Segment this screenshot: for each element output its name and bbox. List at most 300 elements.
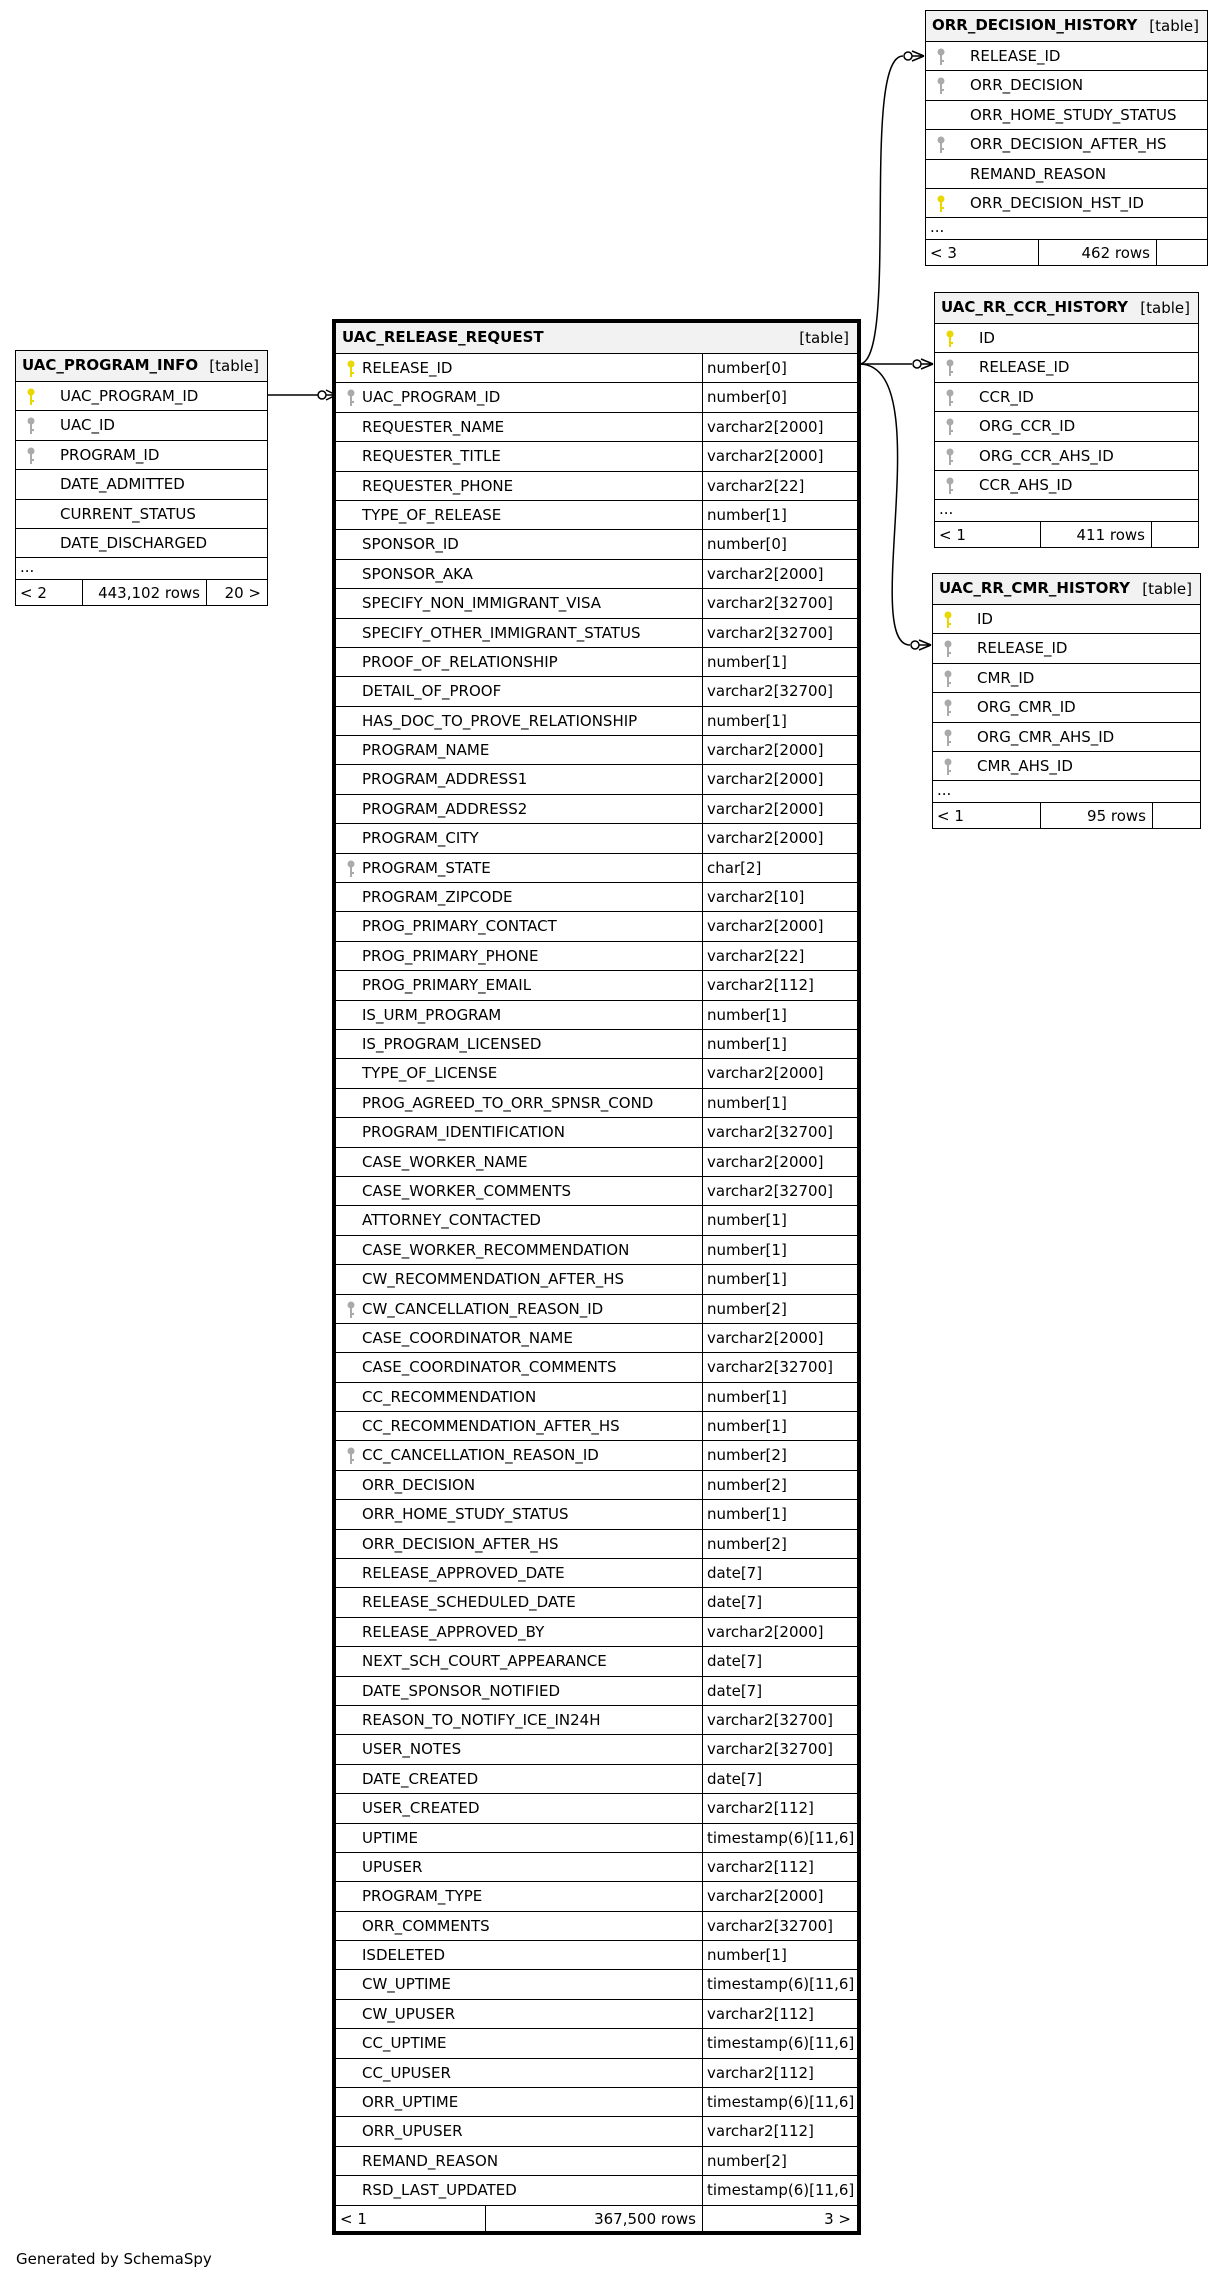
column-row[interactable] <box>336 1793 857 1822</box>
column-name: CMR_ID <box>977 668 1035 687</box>
column-row[interactable] <box>336 647 857 676</box>
column-type-cell <box>702 736 857 764</box>
table-name: UAC_RELEASE_REQUEST <box>342 328 544 346</box>
column-type: number[1] <box>707 1005 787 1024</box>
column-name: CMR_AHS_ID <box>977 756 1073 775</box>
table-tag: [table] <box>1149 17 1199 35</box>
column-name: TYPE_OF_RELEASE <box>362 505 502 524</box>
column-name: ORR_HOME_STUDY_STATUS <box>970 105 1177 124</box>
column-name: PROGRAM_CITY <box>362 829 479 848</box>
column-row[interactable] <box>336 1058 857 1087</box>
ellipsis-text: ... <box>930 218 945 237</box>
column-row[interactable] <box>935 382 1198 411</box>
table-uac-rr-ccr-history[interactable] <box>934 292 1199 548</box>
column-type: timestamp(6)[11,6] <box>707 1828 855 1847</box>
column-name: HAS_DOC_TO_PROVE_RELATIONSHIP <box>362 711 638 730</box>
column-name: DATE_SPONSOR_NOTIFIED <box>362 1681 561 1700</box>
column-row[interactable] <box>336 588 857 617</box>
column-type-cell <box>702 2147 857 2175</box>
column-type-cell <box>702 530 857 558</box>
column-type-cell <box>702 677 857 705</box>
table-tag: [table] <box>1142 580 1192 598</box>
column-row[interactable] <box>336 1969 857 1998</box>
column-row[interactable] <box>336 1734 857 1763</box>
column-type: varchar2[2000] <box>707 829 824 848</box>
table-footer <box>16 579 267 605</box>
parent-count: < 3 <box>930 244 957 263</box>
column-row[interactable] <box>336 735 857 764</box>
column-name: RELEASE_APPROVED_DATE <box>362 1564 565 1583</box>
column-type: varchar2[22] <box>707 476 805 495</box>
column-type-cell <box>702 472 857 500</box>
column-type-cell <box>702 1206 857 1234</box>
column-name: PROGRAM_ZIPCODE <box>362 888 513 907</box>
column-row[interactable] <box>336 1705 857 1734</box>
column-row[interactable] <box>336 1147 857 1176</box>
column-row[interactable] <box>336 882 857 911</box>
child-count-cell[interactable] <box>1151 522 1198 547</box>
column-type-cell <box>702 942 857 970</box>
column-type: varchar2[2000] <box>707 741 824 760</box>
column-type-cell <box>702 2176 857 2204</box>
column-name: CW_UPUSER <box>362 2004 456 2023</box>
column-type-cell <box>702 1471 857 1499</box>
column-name: ORR_DECISION_AFTER_HS <box>970 135 1167 154</box>
column-row[interactable] <box>16 440 267 469</box>
column-name: ISDELETED <box>362 1946 445 1965</box>
child-count-cell[interactable] <box>206 580 267 605</box>
column-row[interactable] <box>933 604 1200 633</box>
table-orr-decision-history[interactable] <box>925 10 1208 266</box>
column-type-cell <box>702 354 857 382</box>
link-release-request-to-decision-history <box>859 56 903 364</box>
column-type-cell <box>702 1530 857 1558</box>
column-row[interactable] <box>926 70 1207 99</box>
parent-count: < 1 <box>939 526 966 545</box>
column-type: number[0] <box>707 535 787 554</box>
column-type: varchar2[32700] <box>707 1123 833 1142</box>
column-type: varchar2[32700] <box>707 1916 833 1935</box>
parent-count-cell[interactable] <box>336 2206 485 2231</box>
column-row[interactable] <box>926 100 1207 129</box>
column-row[interactable] <box>16 469 267 498</box>
column-type-cell <box>702 883 857 911</box>
column-row[interactable] <box>336 353 857 382</box>
column-type: varchar2[32700] <box>707 1740 833 1759</box>
column-name: REMAND_REASON <box>362 2151 499 2170</box>
column-type: varchar2[2000] <box>707 564 824 583</box>
column-name: ID <box>977 610 993 628</box>
foreign-key-icon <box>26 447 36 465</box>
column-type: varchar2[112] <box>707 1799 814 1818</box>
column-row[interactable] <box>16 528 267 557</box>
primary-key-icon <box>26 388 36 406</box>
parent-count-cell[interactable] <box>935 522 1040 547</box>
column-row[interactable] <box>336 2116 857 2145</box>
column-row[interactable] <box>935 441 1198 470</box>
column-name: ORR_COMMENTS <box>362 1916 490 1935</box>
column-type-cell <box>702 1970 857 1998</box>
column-row[interactable] <box>336 2028 857 2057</box>
column-type-cell <box>702 707 857 735</box>
table-header[interactable] <box>336 323 857 353</box>
column-row[interactable] <box>336 559 857 588</box>
foreign-key-icon <box>943 640 953 658</box>
column-type: timestamp(6)[11,6] <box>707 2181 855 2200</box>
column-name: PROG_AGREED_TO_ORR_SPNSR_COND <box>362 1093 654 1112</box>
column-row[interactable] <box>16 499 267 528</box>
column-type-cell <box>702 1236 857 1264</box>
column-name: CURRENT_STATUS <box>60 504 196 523</box>
row-count-cell <box>1040 803 1152 828</box>
column-type-cell <box>702 1882 857 1910</box>
column-type-cell <box>702 765 857 793</box>
column-row[interactable] <box>16 410 267 439</box>
parent-count-cell[interactable] <box>16 580 82 605</box>
column-type-cell <box>702 1618 857 1646</box>
row-count: 367,500 rows <box>594 2209 696 2228</box>
column-row[interactable] <box>336 2058 857 2087</box>
column-row[interactable] <box>926 129 1207 158</box>
column-name: CW_UPTIME <box>362 1975 451 1994</box>
column-name: CCR_ID <box>979 387 1034 406</box>
column-row[interactable] <box>336 1440 857 1469</box>
column-type-cell <box>702 1588 857 1616</box>
column-row[interactable] <box>336 706 857 735</box>
table-header[interactable] <box>16 351 267 381</box>
column-name: REQUESTER_NAME <box>362 417 505 436</box>
column-row[interactable] <box>926 41 1207 70</box>
column-row[interactable] <box>336 1764 857 1793</box>
column-row[interactable] <box>336 764 857 793</box>
column-name: SPONSOR_ID <box>362 535 459 554</box>
column-row[interactable] <box>336 500 857 529</box>
table-uac-rr-cmr-history[interactable] <box>932 573 1201 829</box>
row-count: 462 rows <box>1081 244 1150 263</box>
table-uac-release-request[interactable] <box>332 319 861 2235</box>
column-row[interactable] <box>336 941 857 970</box>
column-type: number[1] <box>707 505 787 524</box>
column-row[interactable] <box>336 1823 857 1852</box>
column-type: number[1] <box>707 1240 787 1259</box>
column-name: ORG_CCR_ID <box>979 417 1076 436</box>
table-uac-program-info[interactable] <box>15 350 268 606</box>
column-name: PROGRAM_STATE <box>362 858 491 877</box>
column-name: CASE_WORKER_NAME <box>362 1152 528 1171</box>
column-row[interactable] <box>933 633 1200 662</box>
column-name: ID <box>979 329 995 347</box>
column-type-cell <box>702 2000 857 2028</box>
column-name: CASE_WORKER_COMMENTS <box>362 1181 572 1200</box>
column-type: varchar2[2000] <box>707 1887 824 1906</box>
column-name: PROGRAM_ADDRESS1 <box>362 770 528 789</box>
column-row[interactable] <box>336 1470 857 1499</box>
table-tag: [table] <box>1140 299 1190 317</box>
column-type: varchar2[2000] <box>707 1328 824 1347</box>
column-type-cell <box>702 1853 857 1881</box>
primary-key-icon <box>945 330 955 348</box>
column-name: RSD_LAST_UPDATED <box>362 2181 517 2200</box>
column-row[interactable] <box>336 676 857 705</box>
column-name: REQUESTER_TITLE <box>362 447 501 466</box>
column-type: number[1] <box>707 1034 787 1053</box>
column-type: varchar2[112] <box>707 976 814 995</box>
column-row[interactable] <box>336 529 857 558</box>
foreign-key-icon <box>936 77 946 95</box>
column-row[interactable] <box>336 1617 857 1646</box>
column-name: REMAND_REASON <box>970 164 1107 183</box>
column-row[interactable] <box>336 1558 857 1587</box>
column-name: TYPE_OF_LICENSE <box>362 1064 498 1083</box>
table-footer <box>933 802 1200 828</box>
column-name: UAC_ID <box>60 416 115 435</box>
column-name: REQUESTER_PHONE <box>362 476 514 495</box>
row-count-cell <box>82 580 206 605</box>
column-type-cell <box>702 619 857 647</box>
column-type-cell <box>702 1295 857 1323</box>
column-type: number[2] <box>707 1534 787 1553</box>
column-type-cell <box>702 1500 857 1528</box>
column-name: SPECIFY_OTHER_IMMIGRANT_STATUS <box>362 623 641 642</box>
table-header[interactable] <box>933 574 1200 604</box>
column-name: PROG_PRIMARY_CONTACT <box>362 917 557 936</box>
column-row[interactable] <box>336 412 857 441</box>
column-type-cell <box>702 1118 857 1146</box>
column-row[interactable] <box>336 1587 857 1616</box>
column-type: number[2] <box>707 1446 787 1465</box>
more-columns-ellipsis <box>935 499 1198 521</box>
column-name: UAC_PROGRAM_ID <box>362 388 501 407</box>
column-type-cell <box>702 2059 857 2087</box>
column-row[interactable] <box>336 1911 857 1940</box>
column-name: DATE_DISCHARGED <box>60 533 208 552</box>
column-row[interactable] <box>336 471 857 500</box>
column-type: number[0] <box>707 359 787 377</box>
column-row[interactable] <box>336 1294 857 1323</box>
column-type: varchar2[2000] <box>707 447 824 466</box>
foreign-key-icon <box>346 389 356 407</box>
column-row[interactable] <box>16 381 267 410</box>
column-row[interactable] <box>336 1323 857 1352</box>
column-type: char[2] <box>707 858 762 877</box>
column-name: CW_RECOMMENDATION_AFTER_HS <box>362 1270 625 1289</box>
column-type-cell <box>702 2029 857 2057</box>
foreign-key-icon <box>943 699 953 717</box>
column-row[interactable] <box>336 1529 857 1558</box>
table-header[interactable] <box>926 11 1207 41</box>
column-type: varchar2[2000] <box>707 1622 824 1641</box>
column-row[interactable] <box>336 2087 857 2116</box>
column-type-cell <box>702 912 857 940</box>
column-row[interactable] <box>336 853 857 882</box>
foreign-key-icon <box>943 670 953 688</box>
column-type: date[7] <box>707 1769 763 1788</box>
column-row[interactable] <box>336 1088 857 1117</box>
column-row[interactable] <box>926 159 1207 188</box>
column-row[interactable] <box>336 1940 857 1969</box>
column-type-cell <box>702 1265 857 1293</box>
column-type-cell <box>702 1353 857 1381</box>
column-type-cell <box>702 824 857 852</box>
column-name: RELEASE_APPROVED_BY <box>362 1622 545 1641</box>
column-type: varchar2[2000] <box>707 1152 824 1171</box>
column-name: CW_CANCELLATION_REASON_ID <box>362 1299 604 1318</box>
primary-key-icon <box>936 195 946 213</box>
column-row[interactable] <box>336 382 857 411</box>
column-type-cell <box>702 1441 857 1469</box>
column-type-cell <box>702 1941 857 1969</box>
column-row[interactable] <box>336 1852 857 1881</box>
foreign-key-icon <box>945 389 955 407</box>
column-type: varchar2[112] <box>707 2004 814 2023</box>
foreign-key-icon <box>346 860 356 878</box>
ellipsis-text: ... <box>939 500 954 519</box>
column-row[interactable] <box>336 1499 857 1528</box>
column-name: RELEASE_ID <box>970 47 1061 65</box>
column-row[interactable] <box>336 2146 857 2175</box>
column-type-cell <box>702 1735 857 1763</box>
parent-count: < 2 <box>20 584 47 603</box>
column-row[interactable] <box>933 722 1200 751</box>
column-name: USER_CREATED <box>362 1799 480 1818</box>
row-count: 411 rows <box>1076 526 1145 545</box>
column-row[interactable] <box>336 794 857 823</box>
column-type: number[1] <box>707 1270 787 1289</box>
column-type-cell <box>702 854 857 882</box>
column-type-cell <box>702 383 857 411</box>
column-row[interactable] <box>336 1646 857 1675</box>
ellipsis-text: ... <box>937 781 952 800</box>
column-name: ORR_DECISION <box>362 1475 476 1494</box>
foreign-key-icon <box>26 417 36 435</box>
column-row[interactable] <box>933 751 1200 780</box>
column-row[interactable] <box>933 692 1200 721</box>
foreign-key-icon <box>945 477 955 495</box>
column-type: varchar2[2000] <box>707 917 824 936</box>
column-row[interactable] <box>935 411 1198 440</box>
column-name: ORG_CMR_ID <box>977 698 1076 717</box>
parent-count-cell[interactable] <box>926 240 1038 265</box>
column-row[interactable] <box>336 1676 857 1705</box>
column-name: CC_RECOMMENDATION_AFTER_HS <box>362 1417 620 1436</box>
column-name: IS_URM_PROGRAM <box>362 1005 502 1024</box>
column-type: number[1] <box>707 1417 787 1436</box>
child-count-cell[interactable] <box>1152 803 1200 828</box>
column-type: number[2] <box>707 1299 787 1318</box>
column-type: varchar2[22] <box>707 946 805 965</box>
column-type: number[1] <box>707 1946 787 1965</box>
column-row[interactable] <box>933 663 1200 692</box>
column-type-cell <box>702 1324 857 1352</box>
table-name: UAC_RR_CMR_HISTORY <box>939 579 1130 597</box>
column-row[interactable] <box>336 823 857 852</box>
parent-count-cell[interactable] <box>933 803 1040 828</box>
column-type: varchar2[2000] <box>707 799 824 818</box>
column-name: PROGRAM_TYPE <box>362 1887 483 1906</box>
column-row[interactable] <box>336 618 857 647</box>
column-type-cell <box>702 1412 857 1440</box>
column-row[interactable] <box>336 1117 857 1146</box>
column-row[interactable] <box>336 1352 857 1381</box>
row-count: 95 rows <box>1087 807 1146 826</box>
column-name: UAC_PROGRAM_ID <box>60 387 199 405</box>
column-name: CASE_WORKER_RECOMMENDATION <box>362 1240 630 1259</box>
column-type-cell <box>702 1912 857 1940</box>
column-type-cell <box>702 1089 857 1117</box>
column-row[interactable] <box>336 441 857 470</box>
column-type: varchar2[112] <box>707 1857 814 1876</box>
column-type-cell <box>702 1677 857 1705</box>
column-row[interactable] <box>926 188 1207 217</box>
column-name: CC_CANCELLATION_REASON_ID <box>362 1446 599 1465</box>
column-name: SPONSOR_AKA <box>362 564 473 583</box>
column-type-cell <box>702 795 857 823</box>
column-name: CASE_COORDINATOR_NAME <box>362 1328 573 1347</box>
row-count: 443,102 rows <box>98 584 200 603</box>
column-type: varchar2[32700] <box>707 623 833 642</box>
table-footer <box>926 239 1207 265</box>
primary-key-icon <box>943 611 953 629</box>
column-type: number[0] <box>707 388 787 407</box>
column-row[interactable] <box>336 1000 857 1029</box>
column-name: ORR_DECISION_AFTER_HS <box>362 1534 559 1553</box>
column-row[interactable] <box>336 1205 857 1234</box>
column-row[interactable] <box>336 1999 857 2028</box>
column-row[interactable] <box>336 1235 857 1264</box>
column-name: ORG_CCR_AHS_ID <box>979 446 1114 465</box>
column-type: varchar2[2000] <box>707 770 824 789</box>
column-row[interactable] <box>336 1264 857 1293</box>
column-type-cell <box>702 1059 857 1087</box>
column-type-cell <box>702 1647 857 1675</box>
more-columns-ellipsis <box>16 557 267 579</box>
column-row[interactable] <box>336 1411 857 1440</box>
row-count-cell <box>1040 522 1151 547</box>
column-row[interactable] <box>935 470 1198 499</box>
column-type-cell <box>702 413 857 441</box>
parent-count: < 1 <box>340 2209 367 2228</box>
column-name: DETAIL_OF_PROOF <box>362 682 502 701</box>
column-row[interactable] <box>336 1176 857 1205</box>
table-name: UAC_RR_CCR_HISTORY <box>941 298 1129 316</box>
column-name: ORG_CMR_AHS_ID <box>977 727 1115 746</box>
foreign-key-icon <box>346 1447 356 1465</box>
column-row[interactable] <box>336 970 857 999</box>
column-row[interactable] <box>336 1382 857 1411</box>
more-columns-ellipsis <box>926 217 1207 239</box>
column-row[interactable] <box>336 911 857 940</box>
table-header[interactable] <box>935 293 1198 323</box>
column-row[interactable] <box>336 2175 857 2204</box>
column-name: UPTIME <box>362 1828 419 1847</box>
foreign-key-icon <box>346 1301 356 1319</box>
child-count-cell[interactable] <box>1156 240 1207 265</box>
column-row[interactable] <box>935 323 1198 352</box>
table-tag: [table] <box>209 357 259 375</box>
table-tag: [table] <box>799 329 849 347</box>
ellipsis-text: ... <box>20 558 35 577</box>
column-type: number[2] <box>707 1475 787 1494</box>
column-type-cell <box>702 1001 857 1029</box>
column-name: CCR_AHS_ID <box>979 475 1073 494</box>
column-type-cell <box>702 442 857 470</box>
child-count-cell[interactable] <box>702 2206 857 2231</box>
column-name: ORR_HOME_STUDY_STATUS <box>362 1505 569 1524</box>
column-row[interactable] <box>336 1881 857 1910</box>
foreign-key-icon <box>945 359 955 377</box>
column-row[interactable] <box>935 352 1198 381</box>
column-row[interactable] <box>336 1029 857 1058</box>
